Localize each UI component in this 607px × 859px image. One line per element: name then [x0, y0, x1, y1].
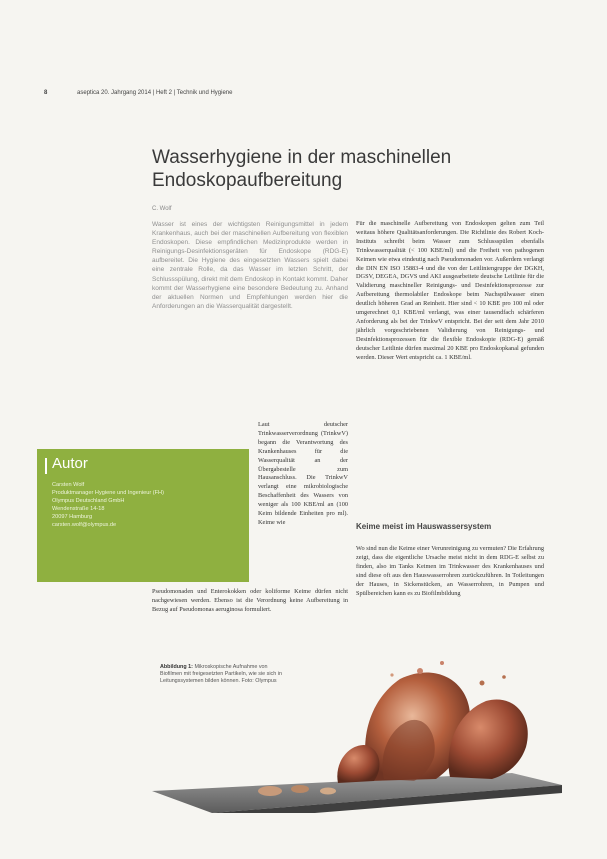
running-header — [44, 90, 232, 96]
figure-caption-text: Mikroskopische Aufnahme von Biofilmen mit freigesetzten Partikeln, wie sie sich in Leitungssystemen bilden können. Foto: Olympus — [160, 664, 282, 685]
biofilm-tower-small — [337, 745, 379, 783]
lead-paragraph: Wasser ist eines der wichtigsten Reinigungsmittel in jedem Krankenhaus, auch bei der maschinellen Aufbereitung von flexiblen Endoskopen. Diese empfindlichen Medizinprodukte werden in Reinigungs-Desinfektionsgeräten für Endoskope (RDG-E) aufbereitet. Die Hygiene des eingesetzten Wassers spielt dabei eine zentrale Rolle, da das Wasser im letzten Schritt, der Schlussspülung, direkt mit dem Endoskop in Kontakt kommt. Daher kommt der Wasserhygiene eine besondere Bedeutung zu. Anhand der aktuellen Normen und Empfehlungen werden hier die Anforderungen an die Wasserqualität dargestellt. — [152, 221, 348, 310]
released-particle-2 — [440, 661, 444, 665]
title-line-1: Wasserhygiene in der maschinellen — [152, 147, 452, 168]
body-column-middle: Laut deutscher Trinkwasserverordnung (TrinkwV) begann die Verantwortung des Krankenhauses für die Wasserqualität an der Übergabestelle zum Hausanschluss. Die TrinkwV verlangt eine mikrobiologische Beschaffenheit des Wassers von weniger als 100 KBE/ml an (100 Keim bildende Einheiten pro ml). Keime wie — [258, 421, 348, 526]
author-box-heading: Autor — [52, 455, 88, 472]
section-subheading: Keime meist im Hauswassersystem — [356, 522, 492, 531]
page-number: 8 — [44, 90, 48, 96]
author-company: Olympus Deutschland GmbH — [52, 498, 125, 504]
body-column-right-bottom: Wo sind nun die Keime einer Verunreinigung zu vermuten? Die Erfahrung zeigt, dass die eigentliche Ursache meist nicht in dem RDG-E selbst zu finden, also im Tanks Keimen im Trinkwasser des Krankenhauses und sind diese oft aus den Hauswasserrohren zurückzuführen. In Totleitungen der Hauses, in Sickenstücken, an Wasserrohren, in Pumpen und Spülbereichen kann es zu Biofilmbildung — [356, 545, 544, 597]
released-particle-4 — [502, 675, 506, 679]
figure-caption-label: Abbildung 1: — [160, 664, 193, 670]
author-byline: C. Wolf — [152, 206, 172, 212]
author-role: Produktmanager Hygiene und Ingenieur (FH) — [52, 490, 164, 496]
author-email: carsten.wolf@olympus.de — [52, 522, 117, 528]
article-title — [152, 146, 451, 192]
body-column-right-top: Für die maschinelle Aufbereitung von Endoskopen gelten zum Teil weitaus höhere Qualitätsanforderungen. Die Richtlinie des Robert Koch-Instituts schreibt beim Wasser zum Schlussspülen ebenfalls Trinkwasserqualität (< 100 KBE/ml) und die Freiheit von pathogenen Keimen wie etwa eindeutig nach Pseudomonaden vor. Außerdem verlangt die DIN EN ISO 15883-4 und die von der Leitliniengruppe der DGKH, DGSV, DEGEA, DGVS und AKI ausgearbeitete deutsche Leitlinie für die Validierung maschineller Reinigungs- und Desinfektionsprozesse zur Aufbereitung thermolabiler Endoskope beim Nachspülwasser einen deutlich höheren Grad an Reinheit. Hier sind < 10 KBE pro 100 ml oder umgerechnet 0,1 KBE/ml verlangt, was einer tausendfach schärferen Anforderung als bei der TrinkwV entspricht. Bei der seit dem Jahr 2010 jährlich vorgeschriebenen Validierung von Reinigungs- und Desinfektionsprozessen für die flexible Endoskopie (RDG-E) gemäß deutscher Leitlinie dürfen maximal 20 KBE pro Endoskopkanal gefunden werden. Dieser Wert entspricht ca. 1 KBE/ml. — [356, 220, 544, 361]
bacteria-cluster-3 — [320, 788, 336, 795]
released-particle-1 — [417, 668, 423, 674]
body-column-lower-left: Pseudomonaden und Enterokokken oder koliforme Keime dürfen nicht nachgewiesen werden. Ebenso ist die Verordnung keine Aufbereitung in Bezug auf Pseudomonas aeruginosa formuliert. — [152, 588, 348, 613]
author-name: Carsten Wolf — [52, 482, 85, 488]
author-street: Wendenstraße 14-18 — [52, 506, 105, 512]
author-box-accent-bar — [45, 458, 47, 474]
title-line-2: Endoskopaufbereitung — [152, 170, 343, 191]
journal-info: aseptica 20. Jahrgang 2014 | Heft 2 | Technik und Hygiene — [77, 90, 233, 96]
figure-caption — [160, 664, 290, 686]
bacteria-cluster-1 — [258, 786, 282, 796]
released-particle-3 — [480, 681, 485, 686]
author-city: 20097 Hamburg — [52, 514, 93, 520]
bacteria-cluster-2 — [291, 785, 309, 793]
author-box — [37, 449, 249, 582]
released-particle-5 — [390, 673, 393, 676]
